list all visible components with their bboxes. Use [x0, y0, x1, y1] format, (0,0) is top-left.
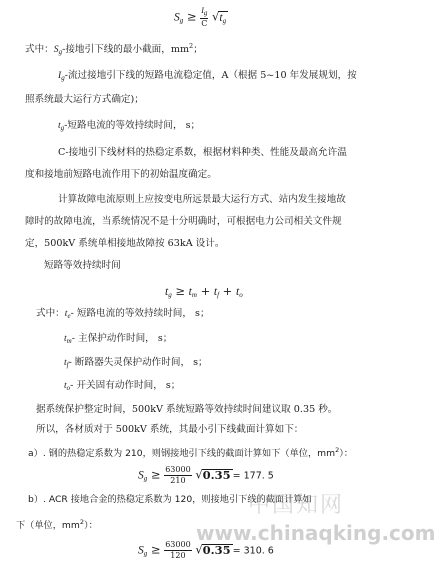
- item-b-acr-line-1: b）. ACR 接地合金的热稳定系数为 120，则接地引下线的截面计算如: [28, 494, 312, 505]
- formula-term: t: [235, 286, 240, 298]
- formula-min-cross-section: $S_g$ ≥ $\frac{I_g}{C}$ $√t_g$: [174, 6, 227, 28]
- watermark-cn: 中国知网: [248, 493, 345, 518]
- formula-fraction: $\frac{I_g}{C}$: [201, 6, 208, 28]
- formula-term: t: [213, 286, 218, 298]
- definition-ig-line-2: 照系统最大运行方式确定)；: [25, 94, 144, 105]
- formula-term: t: [188, 286, 192, 298]
- definition-c-line-2: 度和接地前短路电流作用下的初始温度确定。: [25, 169, 217, 180]
- paragraph-calculation-intro: 所以，各材质对于 500kV 系统，其最小引下线截面计算如下：: [36, 424, 304, 435]
- item-a-steel: a）. 钢的热稳定系数为 210，则钢接地引下线的截面计算如下（单位，$mm^2$）：: [28, 446, 353, 459]
- formula-operator: +: [219, 284, 236, 298]
- item-b-acr-line-2: 下（单位，$mm^2$）：: [16, 518, 98, 531]
- formula-steel-result: $S_g$ ≥ $\frac{63000}{210}$ √0.35 = 177. 5: [138, 465, 274, 485]
- definition-to: $t_o-$ 开关固有动作时间， s；: [64, 380, 181, 392]
- paragraph-fault-current-3: 定，500kV 系统单相接地故障按 63kA 设计。: [25, 238, 225, 249]
- formula-symbol: S: [174, 11, 180, 24]
- definition-ig-line-1: $I_g-$流过接地引下线的短路电流稳定值，A（根据 5~10 年发展规划，按: [58, 70, 357, 82]
- watermark-url: www.chinaqking.com: [196, 521, 436, 545]
- paragraph-protection-time: 据系统保护整定时间，500kV 系统短路等效持续时间建议取 0.35 秒。: [36, 404, 338, 415]
- definition-te: 式中：$t_e-$ 短路电流的等效持续时间， s；: [36, 308, 210, 320]
- formula-operator: +: [196, 284, 214, 298]
- definition-c-line-1: C-接地引下线材料的热稳定系数，根据材料种类、性能及最高允许温: [58, 147, 347, 158]
- paragraph-fault-current-2: 障时的故障电流，当系统情况不是十分明确时，可根据电力公司相关文件规: [25, 216, 342, 227]
- formula-equivalent-duration: $t_g \ge t_m + t_f + t_o$: [165, 284, 243, 299]
- section-heading-duration: 短路等效持续时间: [44, 260, 121, 271]
- definition-tm: $t_m-$ 主保护动作时间， s；: [64, 333, 173, 345]
- definition-sg: 式中：$S_g-$接地引下线的最小截面，$mm^2$；: [25, 42, 203, 56]
- paragraph-fault-current-1: 计算故障电流原则上应按变电所远景最大运行方式、站内发生接地故: [58, 194, 346, 205]
- definition-tf: $t_f-$ 断路器失灵保护动作时间， s；: [64, 357, 208, 369]
- formula-rhs: $t_m + t_f + t_o$: [188, 284, 243, 299]
- definition-tg: $t_g-$短路电流的等效持续时间， s；: [58, 120, 201, 132]
- formula-acr-result: $S_g$ ≥ $\frac{63000}{120}$ √0.35 = 310. 6: [138, 540, 274, 560]
